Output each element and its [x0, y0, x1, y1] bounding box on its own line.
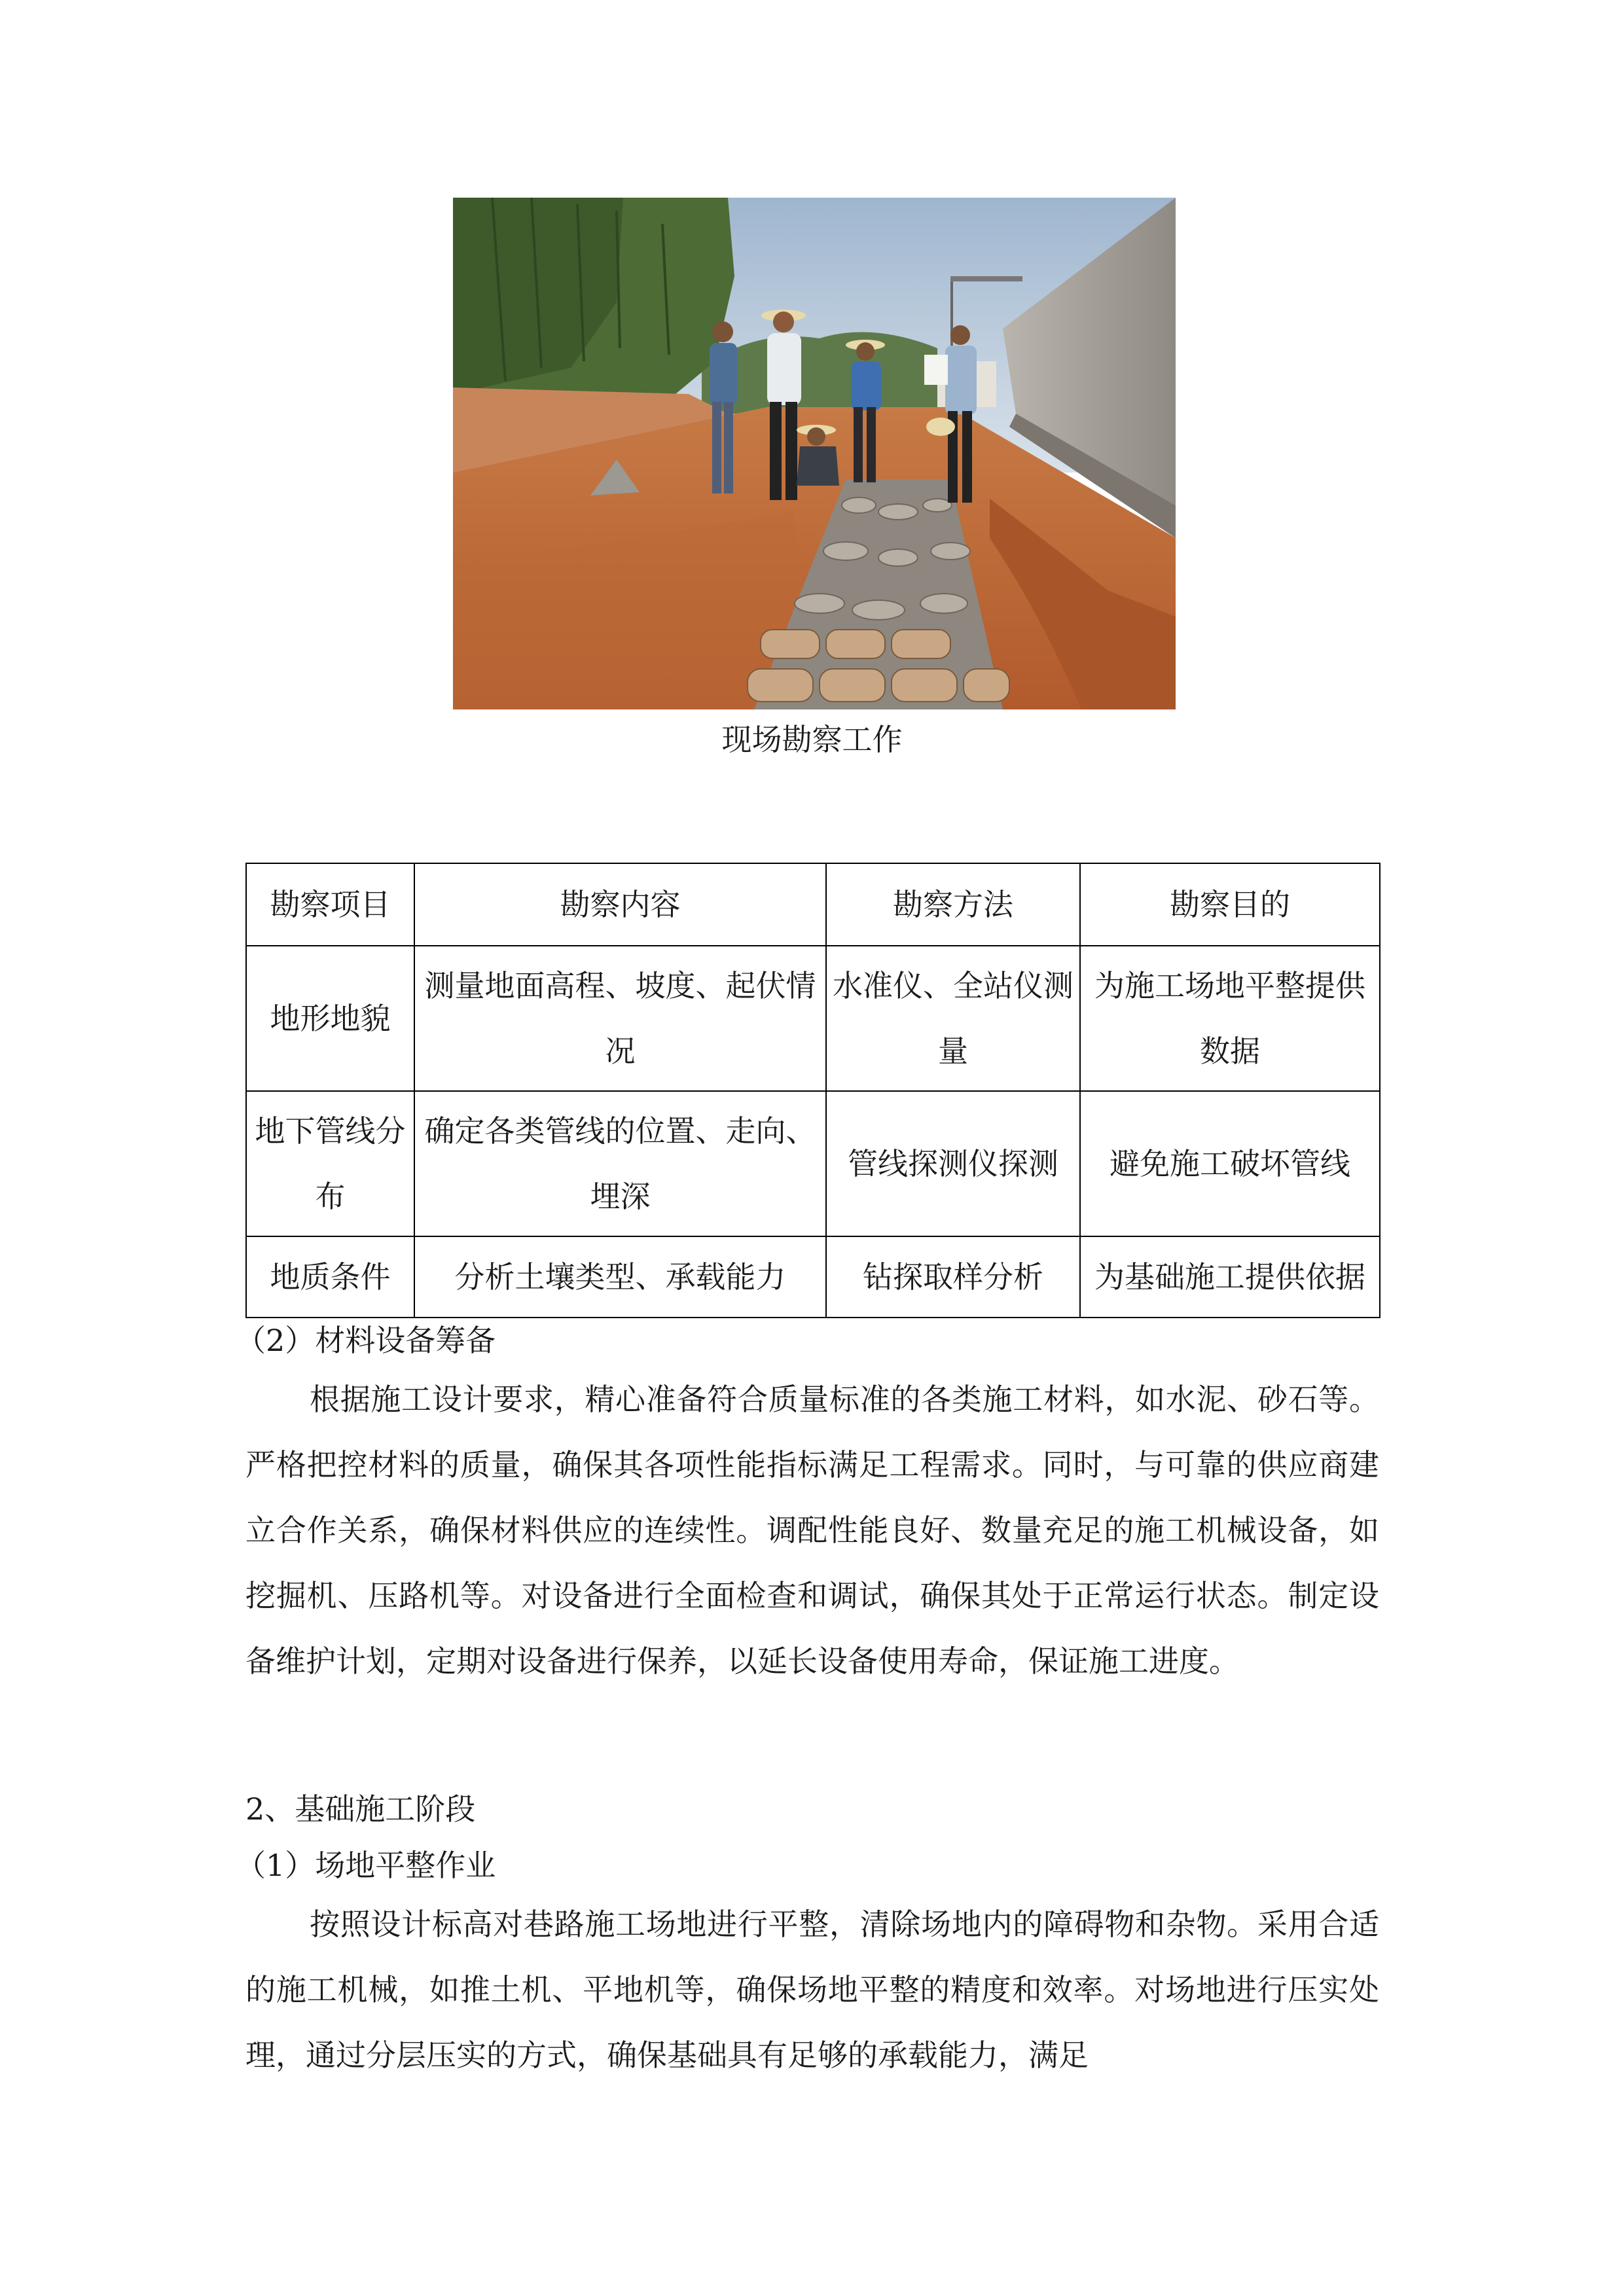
table-cell: 地质条件 — [246, 1236, 414, 1318]
table-cell: 确定各类管线的位置、走向、埋深 — [414, 1091, 826, 1236]
table-cell: 分析土壤类型、承载能力 — [414, 1236, 826, 1318]
site-survey-photo — [453, 198, 1176, 709]
table-header-cell: 勘察项目 — [246, 863, 414, 946]
table-cell: 测量地面高程、坡度、起伏情况 — [414, 946, 826, 1091]
paragraph-materials: 根据施工设计要求，精心准备符合质量标准的各类施工材料，如水泥、砂石等。严格把控材料的质量，确保其各项性能指标满足工程需求。同时，与可靠的供应商建立合作关系，确保材料供应的连续性。调配性能良好、数量充足的施工机械设备，如挖掘机、压路机等。对设备进行全面检查和调试，确保其处于正常运行状态。制定设备维护计划，定期对设备进行保养，以延长设备使用寿命，保证施工进度。 — [245, 1382, 1379, 1679]
section-heading-stage: 2、基础施工阶段 — [245, 1791, 476, 1827]
figure-caption: 现场勘察工作 — [721, 722, 903, 757]
table-header-cell: 勘察内容 — [414, 863, 826, 946]
table-cell: 为基础施工提供依据 — [1080, 1236, 1380, 1318]
table-header-cell: 勘察目的 — [1080, 863, 1380, 946]
table-cell: 地下管线分布 — [246, 1091, 414, 1236]
table-row — [246, 1091, 1380, 1236]
table-row — [246, 1236, 1380, 1318]
table-cell: 水准仪、全站仪测量 — [826, 946, 1080, 1091]
table-cell: 管线探测仪探测 — [826, 1091, 1080, 1236]
table-cell: 钻探取样分析 — [826, 1236, 1080, 1318]
table-row — [246, 946, 1380, 1091]
table-cell: 为施工场地平整提供数据 — [1080, 946, 1380, 1091]
section-heading-leveling: （1）场地平整作业 — [236, 1848, 496, 1883]
table-cell: 地形地貌 — [246, 946, 414, 1091]
survey-table — [245, 863, 1380, 1318]
paragraph-leveling: 按照设计标高对巷路施工场地进行平整，清除场地内的障碍物和杂物。采用合适的施工机械，如推土机、平地机等，确保场地平整的精度和效率。对场地进行压实处理，通过分层压实的方式，确保基础具有足够的承载能力，满足 — [245, 1907, 1379, 2073]
table-header-row — [246, 863, 1380, 946]
table-header-cell: 勘察方法 — [826, 863, 1080, 946]
section-heading-materials: （2）材料设备筹备 — [236, 1323, 496, 1358]
table-cell: 避免施工破坏管线 — [1080, 1091, 1380, 1236]
